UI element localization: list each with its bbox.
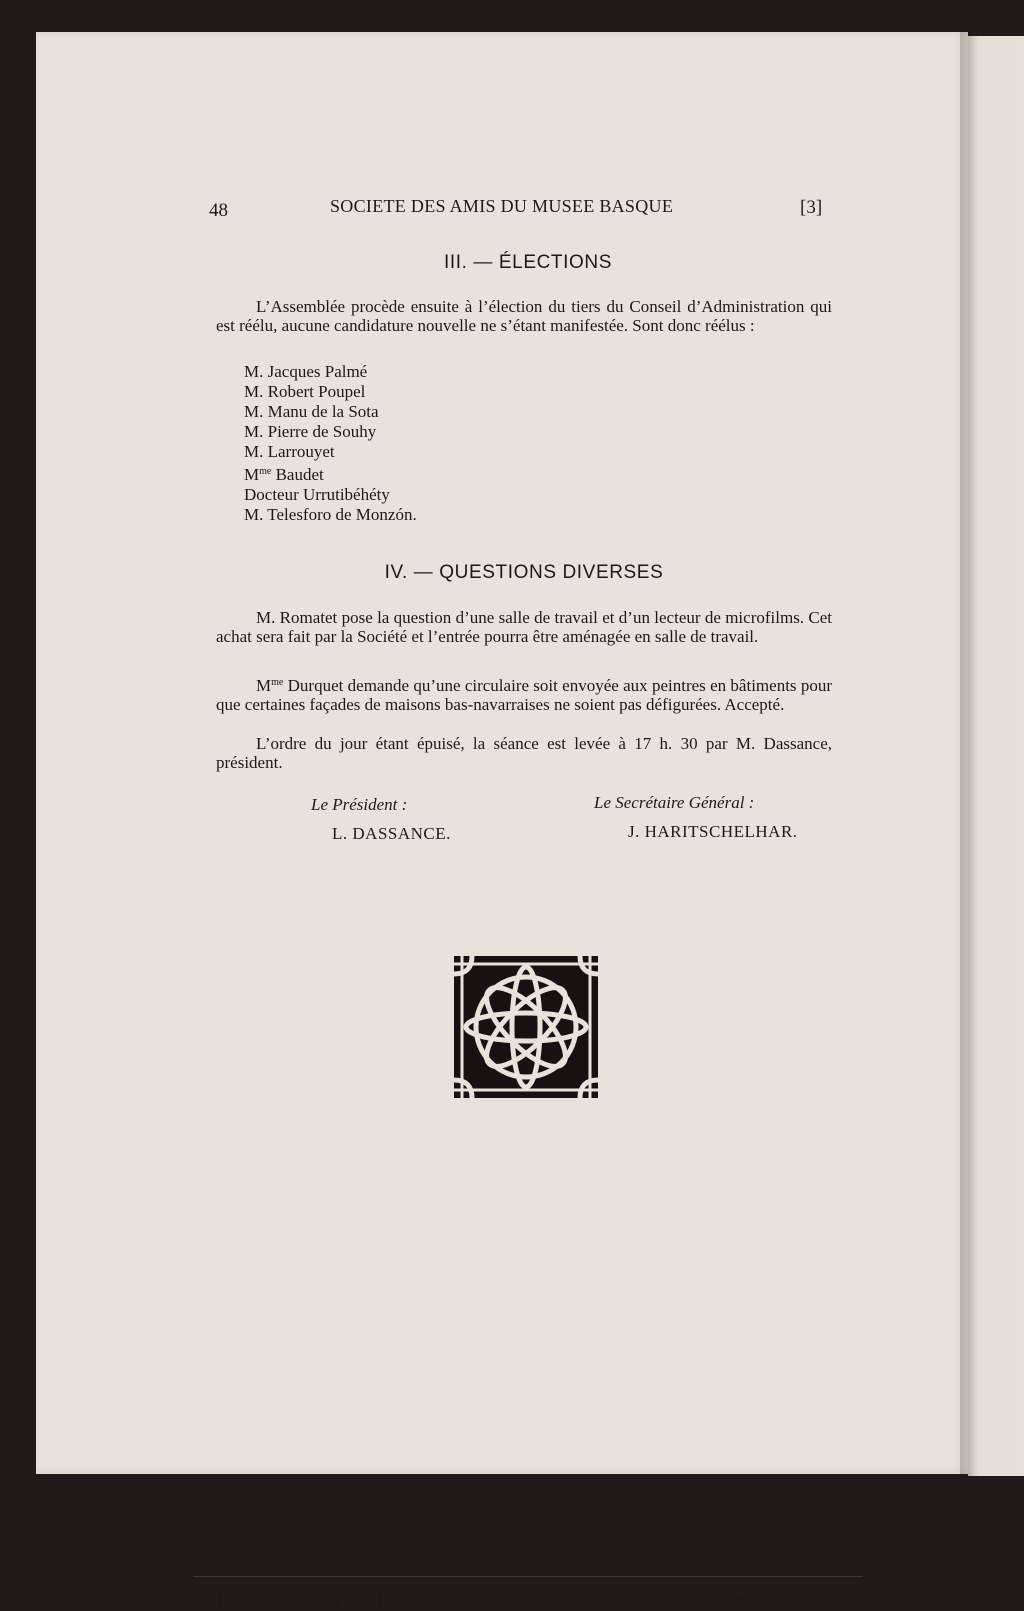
president-name: L. DASSANCE. [332,824,451,843]
section-heading-elections: III. — ÉLECTIONS [444,252,612,273]
list-item: M. Jacques Palmé [244,362,368,381]
director-prefix: Le Directeur-Gérant : J. [194,1590,371,1610]
list-item: M. Telesforo de Monzón. [244,505,417,524]
president-label: Le Président : [311,795,408,814]
page-number: 48 [209,200,228,221]
list-item: M. Larrouyet [244,442,335,461]
title-prefix: M [256,676,272,695]
title-suffix: me [271,677,284,688]
questions-paragraph-1: M. Romatet pose la question d’une salle de travail et d’un lecteur de microfilms. Cet achat sera fait par la Société et l’entrée pourra être aménagée en salle de travail. [216,608,832,646]
footer-rule [193,1576,863,1577]
paragraph-text: Durquet demande qu’une circulaire soit envoyée aux peintres en bâtiments pour que certaines façades de maisons bas-navarraises ne soient pas défigurées. Accepté. [216,676,832,714]
elections-paragraph: L’Assemblée procède ensuite à l’élection du tiers du Conseil d’Administration qui est réélu, aucune candidature nouvelle ne s’étant manifestée. Sont donc réélus : [216,297,832,335]
list-item: M. Manu de la Sota [244,402,379,421]
section-heading-questions: IV. — QUESTIONS DIVERSES [384,562,664,583]
list-item: Docteur Urrutibéhéty [244,485,390,504]
list-item: M. Robert Poupel [244,382,366,401]
running-title: SOCIETE DES AMIS DU MUSEE BASQUE [330,196,674,216]
secretary-label: Le Secrétaire Général : [594,793,755,812]
title-prefix: M [244,465,260,484]
section-reference: [3] [800,197,823,218]
elected-list [244,362,417,525]
questions-paragraph-2 [216,673,832,714]
list-item [244,462,417,485]
printer-credit: IMP. S. SORDES - BAYONNE [734,1594,859,1604]
questions-paragraph-3: L’ordre du jour étant épuisé, la séance est levée à 17 h. 30 par M. Dassance, président. [216,734,832,772]
title-suffix: me [259,466,272,477]
list-item-name: Baudet [275,465,324,484]
basque-ornament-icon [454,956,598,1098]
secretary-name: J. HARITSCHELHAR. [628,822,798,841]
director-name: Haritschelhar. [370,1590,494,1610]
list-item: M. Pierre de Souhy [244,422,377,441]
director-credit [194,1590,494,1611]
